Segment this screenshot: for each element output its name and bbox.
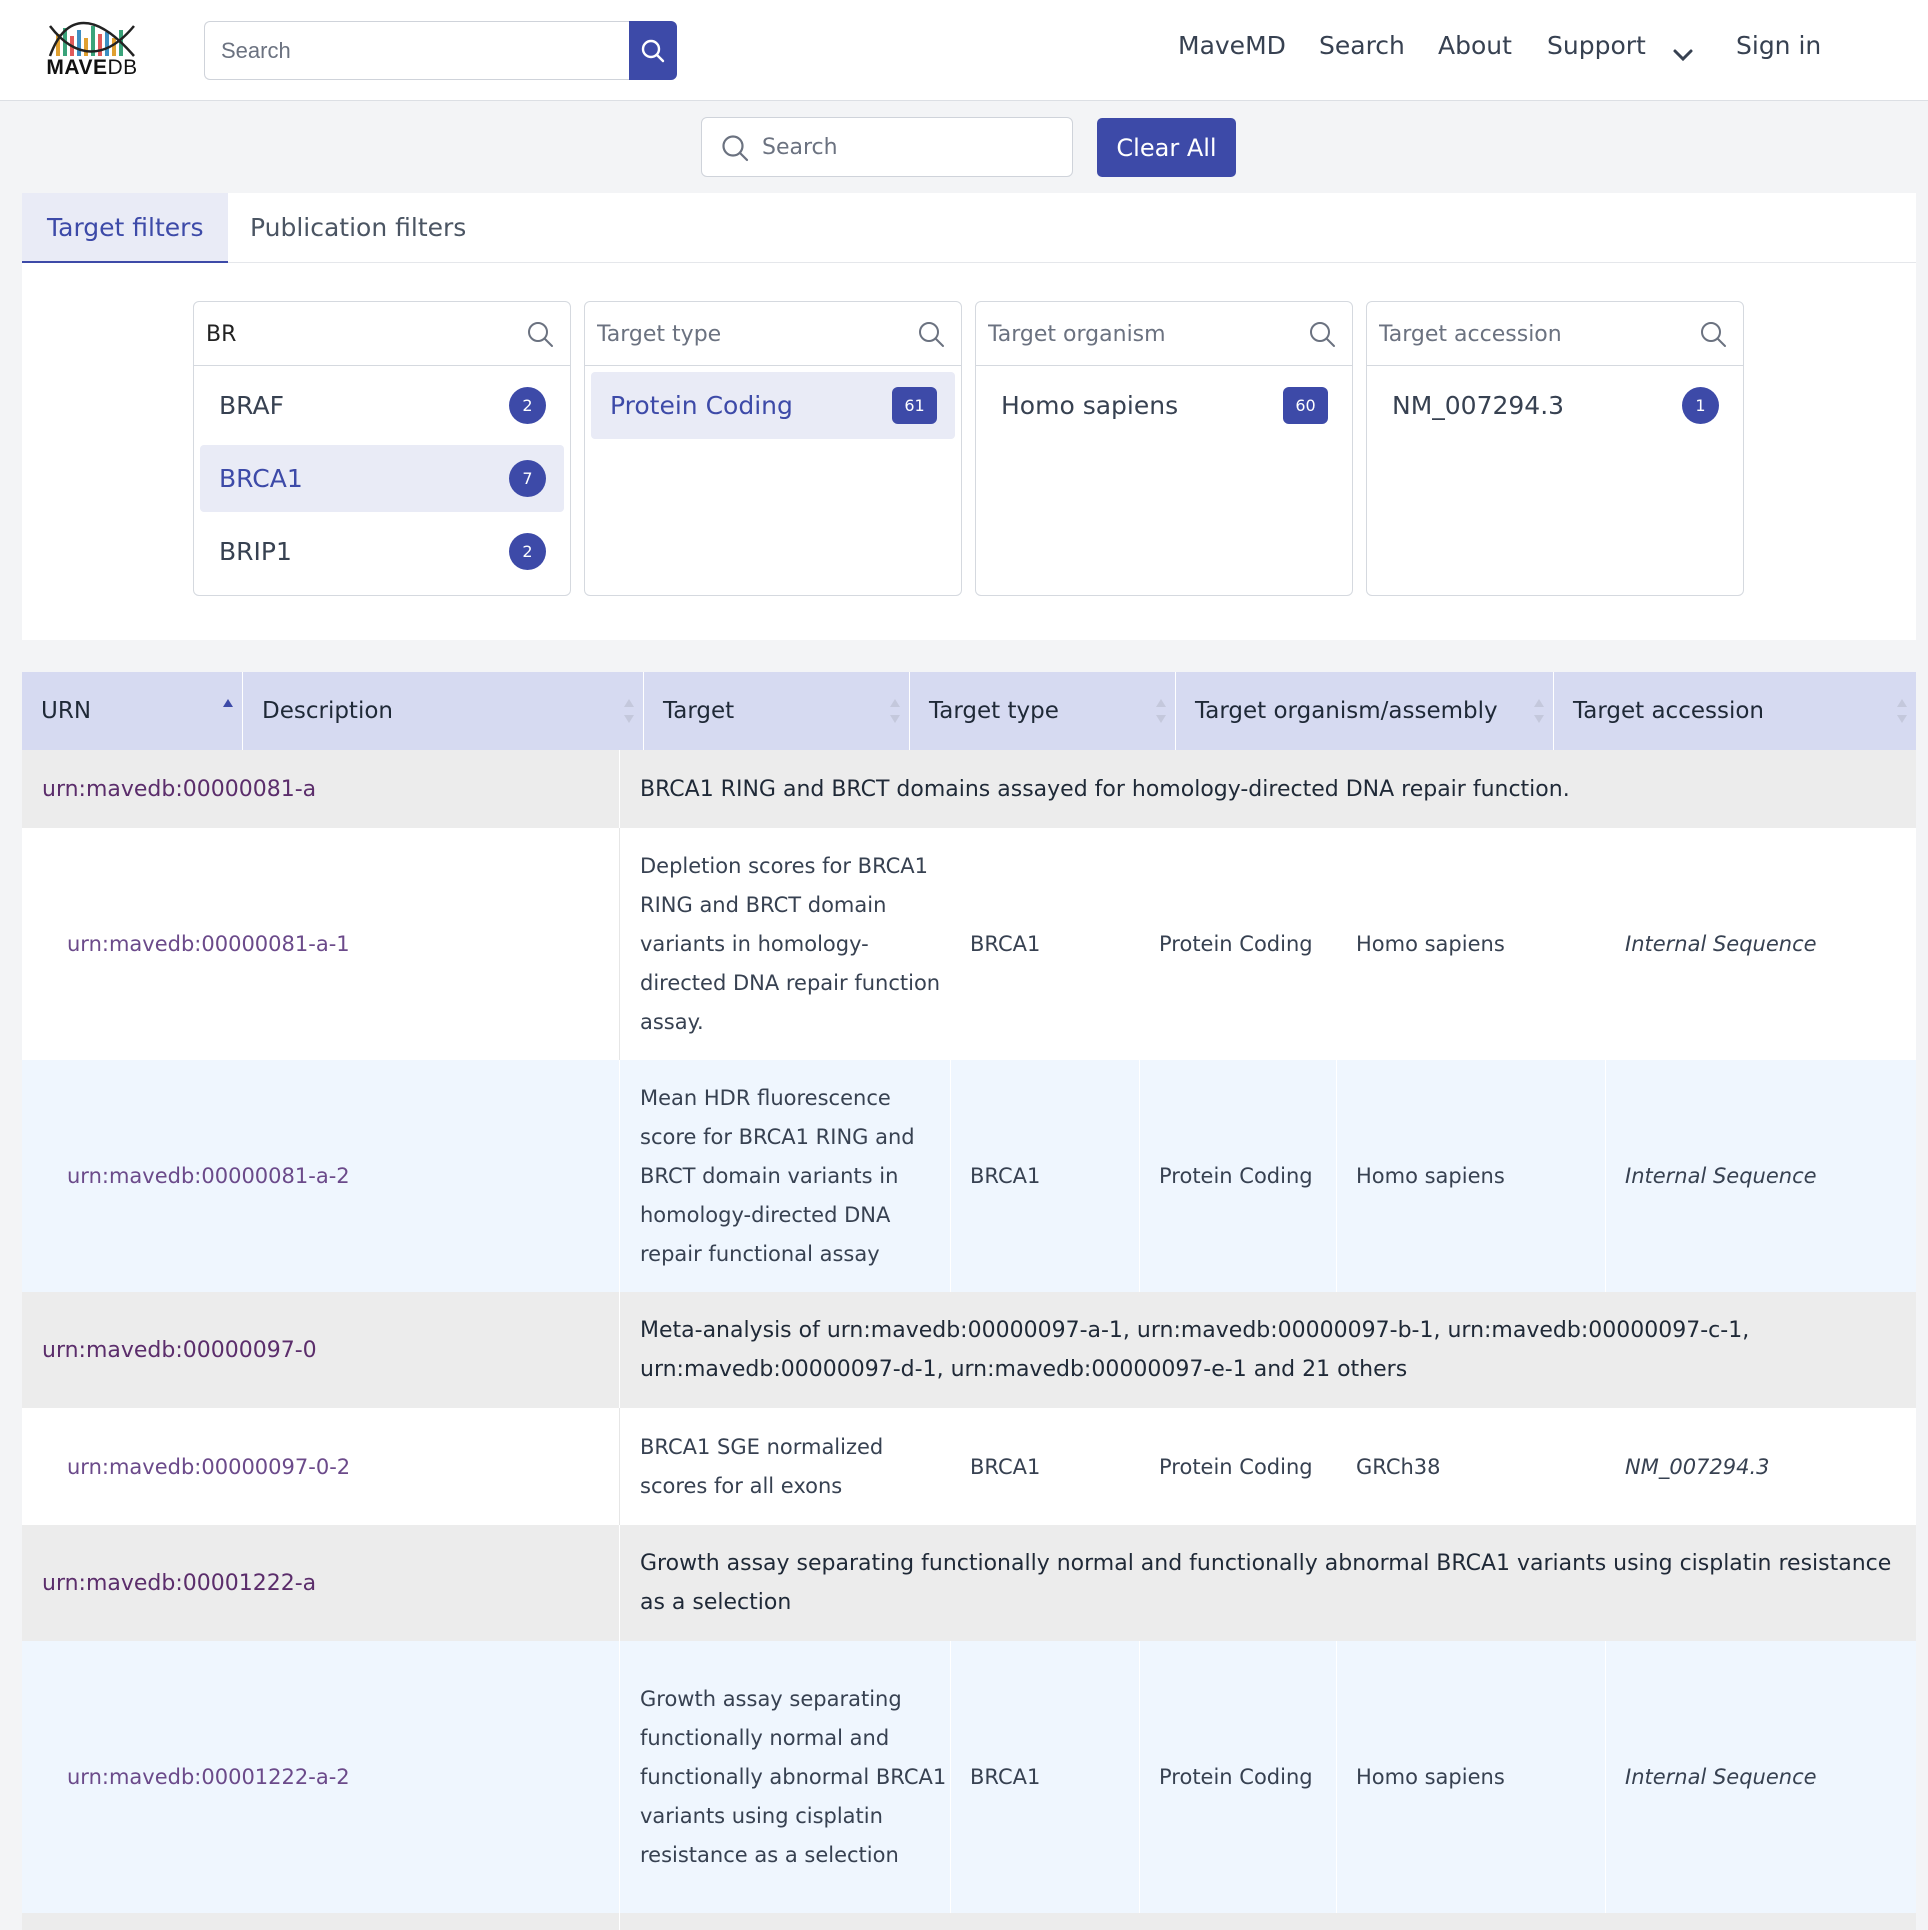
target-option-braf[interactable] [200, 372, 564, 439]
target-filter-input[interactable] [206, 314, 516, 354]
score-set-accession: Internal Sequence [1625, 932, 1817, 956]
logo-bars-icon [46, 20, 138, 60]
sort-ascending-icon [222, 696, 234, 726]
nav-support[interactable]: Support [1547, 31, 1646, 60]
nav-search[interactable]: Search [1319, 31, 1405, 60]
score-set-urn-link[interactable]: urn:mavedb:00001222-a-2 [67, 1765, 350, 1789]
target-type-input[interactable] [597, 314, 907, 354]
score-set-description: Mean HDR fluorescence score for BRCA1 RING and BRCT domain variants in homology-directed DNA repair functional assay [640, 1085, 915, 1266]
header-search-input[interactable] [204, 21, 629, 80]
target-organism-input[interactable] [988, 314, 1298, 354]
score-set-group-row [22, 1913, 1916, 1930]
score-set-description: Depletion scores for BRCA1 RING and BRCT domain variants in homology-directed DNA repair function assay. [640, 853, 941, 1034]
count-badge: 7 [509, 460, 546, 497]
col-header-urn[interactable]: URN [22, 672, 243, 750]
table-row [22, 1060, 1916, 1292]
filter-tabs [22, 193, 1916, 263]
col-header-description[interactable]: Description [243, 672, 644, 750]
header-search [204, 21, 677, 80]
filter-panel [22, 193, 1916, 640]
header-search-button[interactable] [629, 21, 677, 80]
count-badge: 2 [509, 387, 546, 424]
score-set-urn-link[interactable]: urn:mavedb:00000097-0-2 [67, 1454, 351, 1479]
experiment-urn-link[interactable]: urn:mavedb:00000081-a [42, 776, 317, 802]
score-set-accession: NM_007294.3 [1625, 1454, 1770, 1479]
score-set-target: BRCA1 [970, 932, 1041, 956]
count-badge: 60 [1283, 387, 1328, 424]
score-set-description: Growth assay separating functionally normal and functionally abnormal BRCA1 variants using cisplatin resistance as a selection [640, 1686, 947, 1867]
sort-icon [889, 696, 901, 726]
option-label: BRAF [219, 391, 284, 420]
option-label: Homo sapiens [1001, 391, 1179, 420]
clear-all-button[interactable]: Clear All [1097, 118, 1236, 177]
sort-icon [623, 696, 635, 726]
target-accession-input-wrap [1367, 302, 1743, 366]
tab-target-filters[interactable]: Target filters [22, 193, 228, 263]
score-set-organism: GRCh38 [1356, 1454, 1441, 1479]
col-header-target-accession[interactable]: Target accession [1554, 672, 1916, 750]
score-set-target-type: Protein Coding [1159, 1164, 1313, 1188]
nav-sign-in[interactable]: Sign in [1736, 31, 1822, 60]
score-set-target: BRCA1 [970, 1164, 1041, 1188]
search-icon [917, 320, 945, 352]
top-navbar [0, 0, 1928, 101]
search-icon [526, 320, 554, 352]
table-row [22, 1641, 1916, 1913]
nav-mavemd[interactable]: MaveMD [1178, 31, 1286, 60]
score-set-organism: Homo sapiens [1356, 1164, 1505, 1188]
score-set-target-type: Protein Coding [1159, 1454, 1313, 1479]
global-search-input[interactable] [762, 128, 1062, 166]
score-set-urn-link[interactable]: urn:mavedb:00000081-a-2 [67, 1164, 350, 1188]
score-set-target: BRCA1 [970, 1454, 1041, 1479]
count-badge: 1 [1682, 387, 1719, 424]
score-set-group-row [22, 750, 1916, 828]
mavedb-logo[interactable] [46, 20, 138, 82]
score-set-accession: Internal Sequence [1625, 1164, 1817, 1188]
score-set-accession: Internal Sequence [1625, 1765, 1817, 1789]
score-set-organism: Homo sapiens [1356, 1765, 1505, 1789]
score-set-group-row [22, 1292, 1916, 1408]
search-icon [1308, 320, 1336, 352]
score-set-organism: Homo sapiens [1356, 932, 1505, 956]
score-set-target: BRCA1 [970, 1765, 1041, 1789]
target-option-brip1[interactable] [200, 518, 564, 585]
target-type-filter [584, 301, 962, 596]
col-header-target[interactable]: Target [644, 672, 910, 750]
target-filter-input-wrap [194, 302, 570, 366]
organism-option-homo-sapiens[interactable] [982, 372, 1346, 439]
target-accession-filter [1366, 301, 1744, 596]
score-set-group-row [22, 1525, 1916, 1641]
score-set-description: BRCA1 SGE normalized scores for all exons [640, 1434, 884, 1498]
option-label: Protein Coding [610, 391, 793, 420]
logo-text: MAVEDB [46, 56, 138, 79]
table-row [22, 1408, 1916, 1525]
count-badge: 2 [509, 533, 546, 570]
tab-publication-filters[interactable]: Publication filters [250, 213, 467, 242]
results-table [22, 672, 1916, 1930]
col-header-target-organism[interactable]: Target organism/assembly [1176, 672, 1554, 750]
target-organism-input-wrap [976, 302, 1352, 366]
search-icon [1699, 320, 1727, 352]
nav-about[interactable]: About [1438, 31, 1512, 60]
sort-icon [1155, 696, 1167, 726]
target-option-brca1[interactable] [200, 445, 564, 512]
target-organism-filter [975, 301, 1353, 596]
option-label: NM_007294.3 [1392, 391, 1565, 420]
search-icon [640, 38, 666, 64]
option-label: BRCA1 [219, 464, 303, 493]
experiment-description: Growth assay separating functionally normal and functionally abnormal BRCA1 variants using cisplatin resistance as a selection [640, 1551, 1892, 1615]
experiment-description: BRCA1 RING and BRCT domains assayed for homology-directed DNA repair function. [640, 776, 1570, 802]
accession-option-nm-007294[interactable] [1373, 372, 1737, 439]
experiment-description: Meta-analysis of urn:mavedb:00000097-a-1, urn:mavedb:00000097-b-1, urn:mavedb:00000097-c-1, urn:mavedb:00000097-d-1, urn:mavedb:00000097-e-1 and 21 others [640, 1318, 1750, 1382]
score-set-target-type: Protein Coding [1159, 1765, 1313, 1789]
experiment-urn-link[interactable]: urn:mavedb:00001222-a [42, 1570, 317, 1596]
target-filter [193, 301, 571, 596]
chevron-down-icon[interactable] [1672, 39, 1694, 68]
table-header [22, 672, 1916, 750]
target-accession-input[interactable] [1379, 314, 1689, 354]
score-set-target-type: Protein Coding [1159, 932, 1313, 956]
type-option-protein-coding[interactable] [591, 372, 955, 439]
target-type-input-wrap [585, 302, 961, 366]
col-header-target-type[interactable]: Target type [910, 672, 1176, 750]
search-icon [720, 133, 750, 167]
sort-icon [1896, 696, 1908, 726]
score-set-urn-link[interactable]: urn:mavedb:00000081-a-1 [67, 932, 350, 956]
count-badge: 61 [892, 387, 937, 424]
global-search [701, 117, 1073, 177]
table-row [22, 828, 1916, 1060]
sort-icon [1533, 696, 1545, 726]
option-label: BRIP1 [219, 537, 292, 566]
experiment-urn-link[interactable]: urn:mavedb:00000097-0 [42, 1337, 317, 1363]
